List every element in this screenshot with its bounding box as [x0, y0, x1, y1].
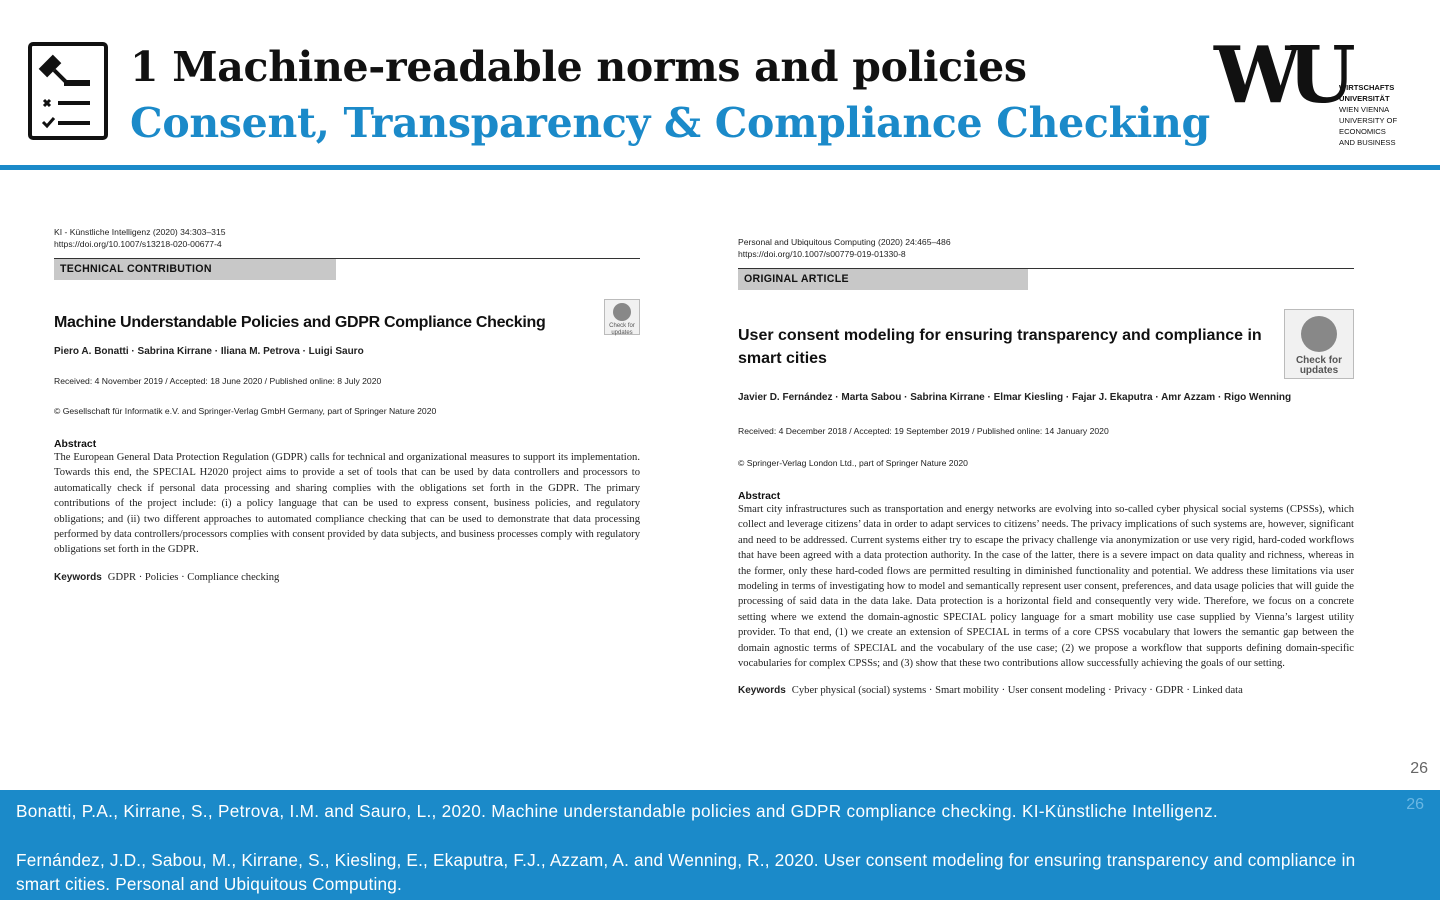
paper-title: User consent modeling for ensuring transparency and compliance in smart cities [738, 327, 1262, 367]
keywords-value: GDPR · Policies · Compliance checking [107, 571, 280, 583]
keywords-value: Cyber physical (social) systems · Smart mobility · User consent modeling · Privacy · GDPR · Linked data [791, 685, 1243, 697]
check-label: Check for updates [609, 323, 635, 336]
paper-1-excerpt [54, 226, 640, 583]
doi-link: https://doi.org/10.1007/s13218-020-00677-4 [54, 239, 222, 249]
journal-citation: KI - Künstliche Intelligenz (2020) 34:303–315 [54, 227, 226, 237]
keywords-label: Keywords [54, 571, 102, 583]
logo-line: ECONOMICS [1339, 127, 1386, 136]
section-label: TECHNICAL CONTRIBUTION [54, 259, 336, 280]
abstract-heading: Abstract [738, 491, 781, 502]
slide-title: 1 Machine-readable norms and policies [130, 43, 1027, 91]
paper-title: Machine Understandable Policies and GDPR Compliance Checking [54, 314, 546, 331]
logo-mark: WU [1214, 30, 1342, 121]
logo-line: WIEN VIENNA [1339, 105, 1390, 114]
abstract-heading: Abstract [54, 439, 97, 450]
section-label: ORIGINAL ARTICLE [738, 269, 1028, 290]
logo-line: AND BUSINESS [1339, 138, 1396, 147]
copyright: © Springer-Verlag London Ltd., part of Springer Nature 2020 [738, 458, 968, 468]
reference-1: Bonatti, P.A., Kirrane, S., Petrova, I.M. and Sauro, L., 2020. Machine understandable policies and GDPR compliance checking. KI-Künstliche Intelligenz. [16, 801, 1218, 821]
received-dates: Received: 4 November 2019 / Accepted: 18 June 2020 / Published online: 8 July 2020 [54, 376, 382, 386]
bookmark-icon [613, 303, 631, 321]
logo-text [1339, 82, 1419, 148]
paper-authors: Piero A. Bonatti · Sabrina Kirrane · Iliana M. Petrova · Luigi Sauro [54, 346, 364, 357]
logo-line: UNIVERSITY OF [1339, 116, 1398, 125]
wu-logo [1214, 30, 1414, 147]
paper-authors: Javier D. Fernández · Marta Sabou · Sabrina Kirrane · Elmar Kiesling · Fajar J. Ekaputra · Amr Azzam · Rigo Wenning [738, 392, 1292, 403]
footer-page-number: 26 [1406, 796, 1424, 813]
abstract-text: Smart city infrastructures such as transportation and energy networks are evolving into so-called cyber physical social systems (CPSSs), which collect and leverage citizens’ data in order to adapt services to citizens’ needs. The privacy implications of such systems are, however, significant and need to be addressed. Current systems either try to escape the privacy challenge via anonymization or use very rigid, hard-coded workflows that have been agreed with a data protection authority. In the case of the latter, there is a severe impact on data quality and richness, whereas in the former, only these hard-coded flows are permitted resulting in diminished functionality and potential. We address these limitations via user modeling in terms of investigating how to model and semantically represent user consent, preferences, and data usage policies that will guide the processing of said data in the data lake. Data protection is a horizontal field and consequently very wide. Therefore, we focus on a concrete setting where we extend the domain-agnostic SPECIAL policy language for a smart mobility use case supplied by Vienna’s largest utility provider. To that end, (1) we create an extension of SPECIAL in terms of a core CPSS vocabulary that lowers the semantic gap between the domain agnostic terms of SPECIAL and the vocabulary of the use case; (2) we propose a workflow that supports defining domain-specific vocabularies for complex CPSSs; and (3) show that these two contributions allow successfully achieving the goals of our setting. [738, 504, 1354, 670]
logo-line: UNIVERSITÄT [1339, 94, 1390, 103]
logo-line: WIRTSCHAFTS [1339, 83, 1395, 92]
keywords [54, 572, 640, 583]
slide-subtitle: Consent, Transparency & Compliance Checking [130, 99, 1210, 147]
journal-citation: Personal and Ubiquitous Computing (2020) 24:465–486 [738, 237, 951, 247]
header-divider [0, 165, 1440, 170]
checklist-gavel-icon [28, 42, 108, 140]
reference-2: Fernández, J.D., Sabou, M., Kirrane, S., Kiesling, E., Ekaputra, F.J., Azzam, A. and Wenning, R., 2020. User consent modeling for ensuring transparency and compliance in smart cities. Personal and Ubiquitous Computing. [16, 850, 1356, 894]
keywords-label: Keywords [738, 685, 786, 697]
page-number: 26 [1410, 760, 1428, 777]
references-footer [0, 790, 1440, 900]
keywords [738, 685, 1354, 696]
check-label: Check for updates [1295, 355, 1343, 376]
doi-link: https://doi.org/10.1007/s00779-019-01330-8 [738, 249, 906, 259]
check-for-updates-badge [604, 299, 640, 335]
copyright: © Gesellschaft für Informatik e.V. and Springer-Verlag GmbH Germany, part of Springer Nature 2020 [54, 406, 437, 416]
abstract-text: The European General Data Protection Regulation (GDPR) calls for technical and organizational measures to support its implementation. Towards this end, the SPECIAL H2020 project aims to provide a set of tools that can be used by data controllers and processors to automatically check if personal data processing and sharing complies with the obligations set forth in the GDPR. The primary contributions of the project include: (i) a policy language that can be used to express consent, business policies, and regulatory obligations; and (ii) two different approaches to automated compliance checking that can be used to demonstrate that data processing performed by data controllers/processors complies with consent provided by data subjects, and business processes comply with regulatory obligations set forth in the GDPR. [54, 452, 640, 556]
paper-2-excerpt [738, 236, 1354, 696]
check-for-updates-badge [1284, 309, 1354, 379]
received-dates: Received: 4 December 2018 / Accepted: 19 September 2019 / Published online: 14 January 2020 [738, 426, 1109, 436]
bookmark-icon [1301, 316, 1337, 352]
